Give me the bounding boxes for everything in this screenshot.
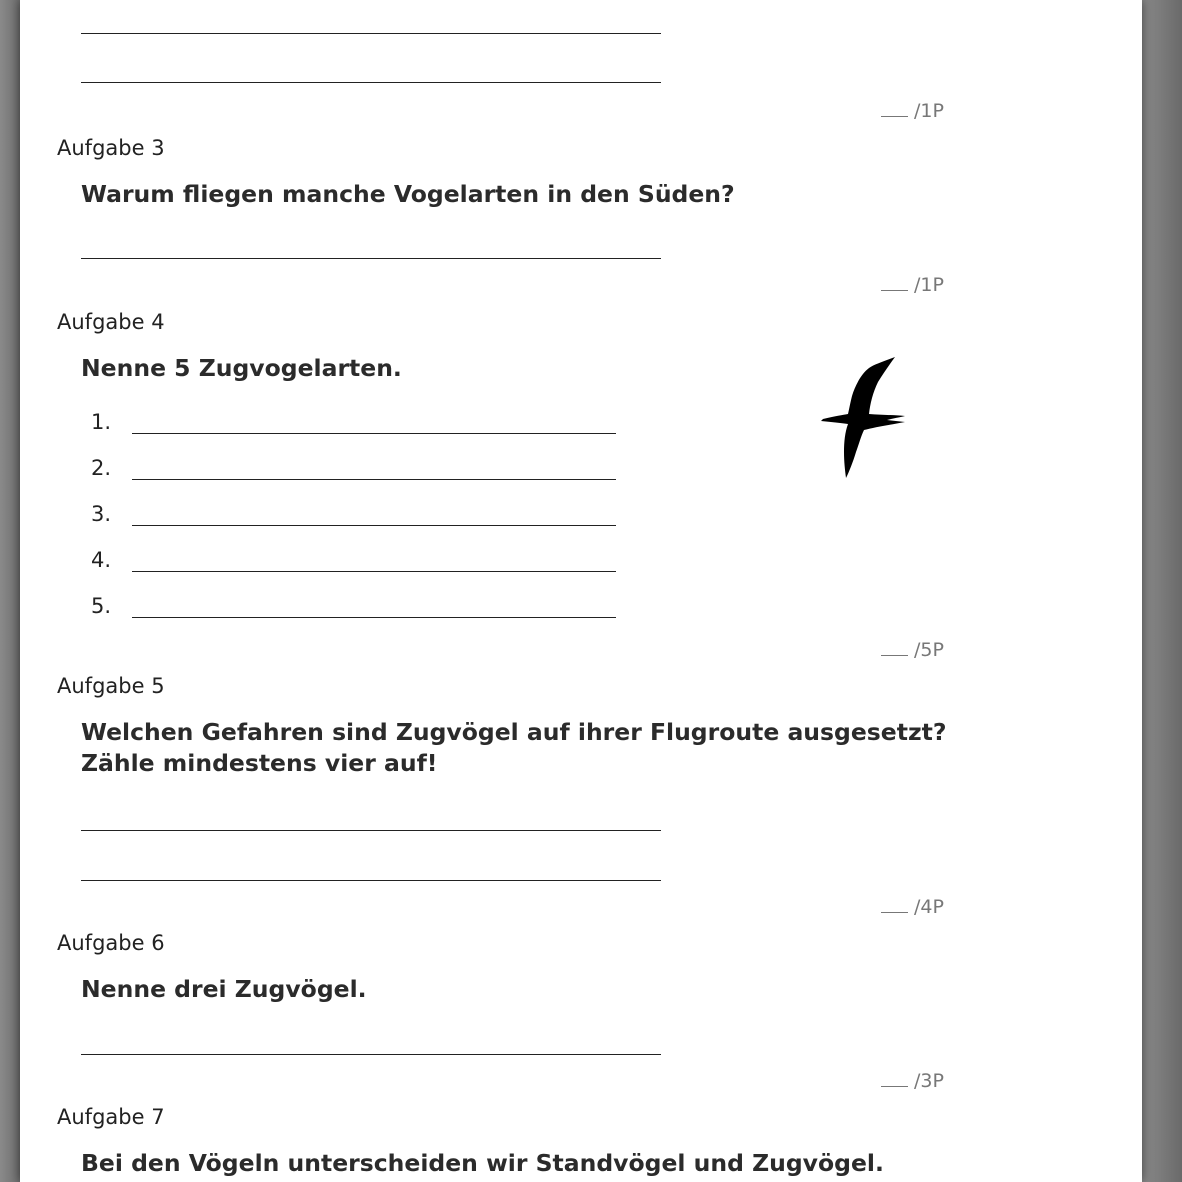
task-question: Welchen Gefahren sind Zugvögel auf ihrer Flugroute ausgesetzt? [81, 718, 947, 746]
points-box: /1P [881, 100, 944, 122]
answer-line [81, 258, 661, 259]
list-number: 3. [91, 502, 112, 526]
answer-line [132, 433, 616, 434]
answer-line [132, 479, 616, 480]
task-heading: Aufgabe 3 [57, 136, 165, 160]
task-question: Warum fliegen manche Vogelarten in den Süden? [81, 180, 735, 208]
task-question: Nenne 5 Zugvogelarten. [81, 354, 402, 382]
task-heading: Aufgabe 6 [57, 931, 165, 955]
list-number: 4. [91, 548, 112, 572]
list-number: 1. [91, 410, 112, 434]
task-question: Bei den Vögeln unterscheiden wir Standvögel und Zugvögel. [81, 1149, 884, 1177]
answer-line [81, 830, 661, 831]
answer-line [81, 1054, 661, 1055]
list-number: 5. [91, 594, 112, 618]
task-heading: Aufgabe 4 [57, 310, 165, 334]
task-question: Nenne drei Zugvögel. [81, 975, 367, 1003]
points-box: /3P [881, 1070, 944, 1092]
task-heading: Aufgabe 5 [57, 674, 165, 698]
points-box: /5P [881, 639, 944, 661]
list-number: 2. [91, 456, 112, 480]
answer-line [132, 571, 616, 572]
answer-line [81, 33, 661, 34]
answer-line [81, 880, 661, 881]
points-box: /1P [881, 274, 944, 296]
points-box: /4P [881, 896, 944, 918]
bird-silhouette-icon [815, 352, 910, 484]
task-question-continued: Zähle mindestens vier auf! [81, 749, 438, 777]
answer-line [81, 82, 661, 83]
worksheet-page [20, 0, 1142, 1182]
task-heading: Aufgabe 7 [57, 1105, 165, 1129]
answer-line [132, 617, 616, 618]
answer-line [132, 525, 616, 526]
